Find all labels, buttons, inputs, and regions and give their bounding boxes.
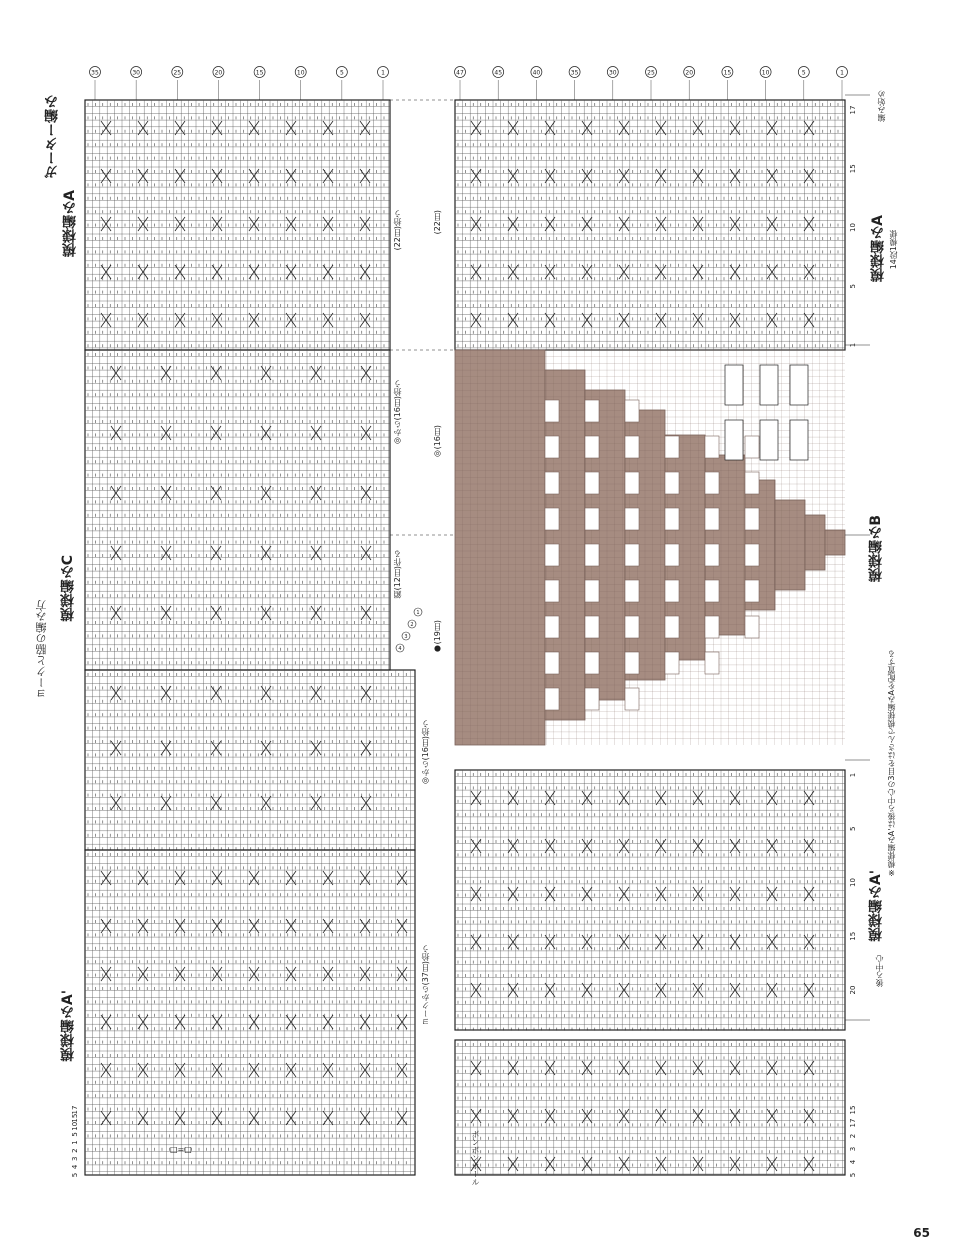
triangle-step: [775, 500, 805, 590]
upper-grid-a-prime: [85, 850, 415, 1175]
triangle-step: [805, 515, 825, 570]
triangle-step: [455, 350, 545, 745]
lower-a-purls: [458, 103, 838, 347]
upper-ap-purls: [88, 853, 406, 1164]
upper-a-purls: [88, 103, 384, 347]
triangle-opening: [705, 472, 719, 494]
upper-grid-a: [85, 100, 390, 350]
triangle-opening: [625, 544, 639, 566]
triangle-opening: [745, 544, 759, 566]
triangle-opening: [705, 616, 719, 638]
triangle-opening: [745, 472, 759, 494]
triangle-opening: [625, 472, 639, 494]
triangle-opening: [545, 508, 559, 530]
triangle-opening: [665, 652, 679, 674]
triangle-opening: [665, 544, 679, 566]
lower-grid-right: [455, 1040, 845, 1175]
triangle-opening: [745, 436, 759, 458]
triangle-opening: [665, 616, 679, 638]
triangle-opening: [585, 436, 599, 458]
triangle-opening: [625, 580, 639, 602]
upper-c2-cables: [111, 686, 371, 810]
triangle-opening: [585, 508, 599, 530]
upper-grid-a-prime-frame: [85, 850, 415, 1175]
triangle-opening: [585, 652, 599, 674]
triangle-opening: [585, 544, 599, 566]
upper-grid-c1: [85, 350, 390, 670]
triangle-opening: [665, 472, 679, 494]
triangle-opening: [545, 652, 559, 674]
triangle-opening: [745, 616, 759, 638]
upper-c-purls: [88, 353, 384, 664]
triangle-opening: [585, 400, 599, 422]
upper-c2-purls: [88, 673, 406, 850]
upper-a-cables: [101, 121, 370, 327]
triangle-opening: [665, 436, 679, 458]
triangle-opening: [545, 616, 559, 638]
triangle-opening: [585, 580, 599, 602]
upper-ap-cables: [101, 871, 407, 1125]
triangle-opening: [705, 544, 719, 566]
triangle-opening: [545, 688, 559, 710]
triangle-opening: [625, 652, 639, 674]
triangle-opening: [585, 616, 599, 638]
triangle-opening: [745, 508, 759, 530]
triangle-opening: [705, 436, 719, 458]
triangle-opening: [545, 472, 559, 494]
triangle-opening: [545, 544, 559, 566]
triangle-opening: [665, 508, 679, 530]
triangle-opening: [545, 400, 559, 422]
triangle-opening: [705, 508, 719, 530]
triangle-opening: [625, 400, 639, 422]
upper-grid-c2: [85, 670, 415, 850]
triangle-opening: [745, 580, 759, 602]
triangle-opening: [665, 580, 679, 602]
upper-grid-c1-frame: [85, 350, 390, 670]
triangle-opening: [585, 472, 599, 494]
triangle-opening: [545, 580, 559, 602]
triangle-opening: [625, 688, 639, 710]
triangle-opening: [625, 436, 639, 458]
upper-grid-a-frame: [85, 100, 390, 350]
triangle-opening: [705, 580, 719, 602]
triangle-opening: [625, 508, 639, 530]
triangle-opening: [585, 688, 599, 710]
pattern-b-triangle: [455, 350, 845, 745]
triangle-opening: [705, 652, 719, 674]
triangle-opening: [625, 616, 639, 638]
triangle-opening: [545, 436, 559, 458]
